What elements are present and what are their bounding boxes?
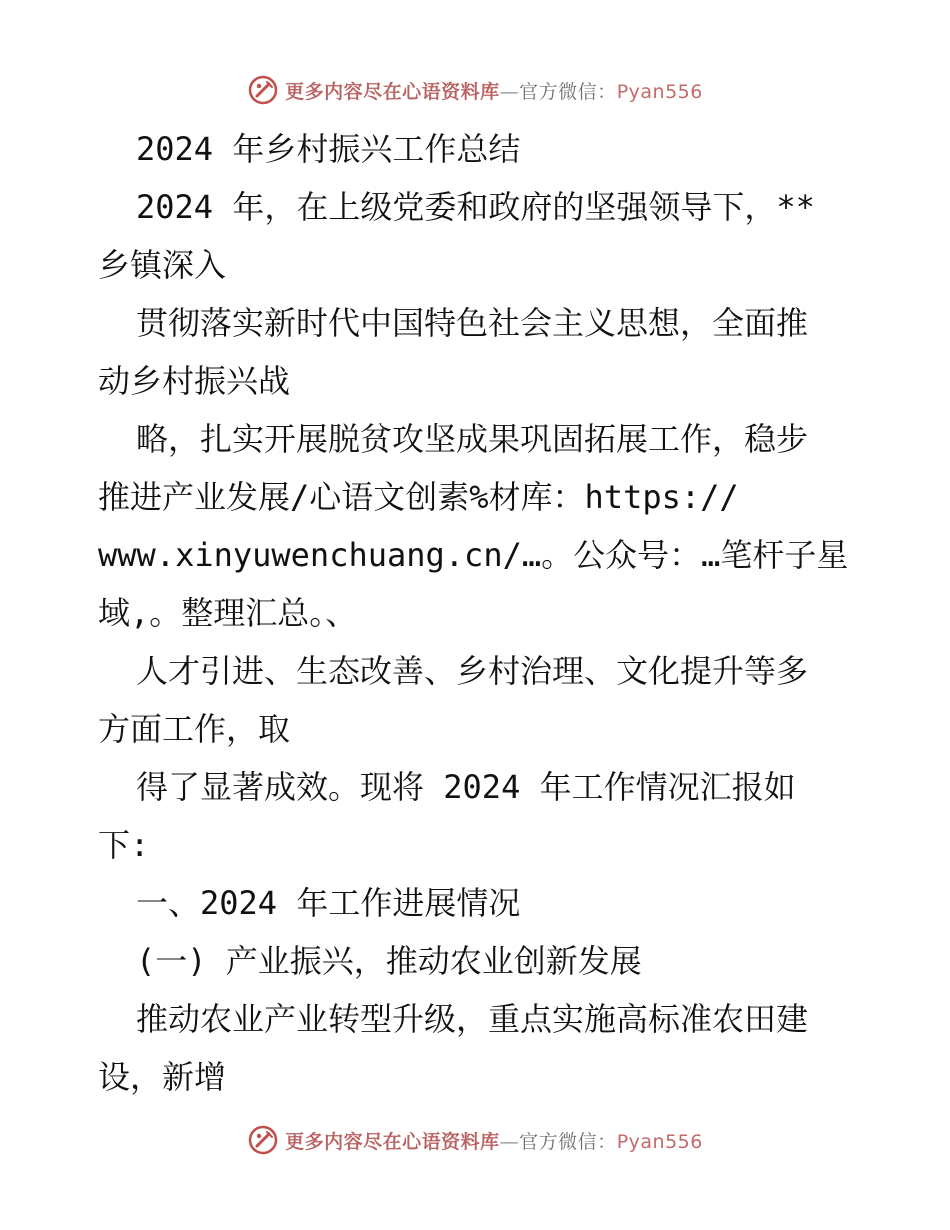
paragraph-line: 方面工作，取 (98, 710, 291, 748)
watermark-brand: 更多内容尽在心语资料库 (285, 80, 500, 103)
paragraph-line: 推动农业产业转型升级，重点实施高标准农田建 (136, 1000, 809, 1038)
paragraph-line: 2024 年，在上级党委和政府的坚强领导下，** (136, 188, 815, 226)
paragraph-line: 推进产业发展/心语文创素%材库：https:// (98, 478, 739, 516)
seal-logo-icon (247, 1124, 279, 1156)
watermark-wechat-id: Pyan556 (616, 80, 703, 103)
document-body (98, 120, 858, 1106)
watermark-label: 官方微信： (519, 80, 617, 103)
footer-watermark (0, 1120, 950, 1160)
watermark-separator: — (499, 1130, 520, 1153)
watermark-wechat-id: Pyan556 (616, 1130, 703, 1153)
paragraph-line: 得了显著成效。现将 2024 年工作情况汇报如 (136, 768, 796, 806)
paragraph-line: 人才引进、生态改善、乡村治理、文化提升等多 (136, 652, 809, 690)
paragraph-line: 设，新增 (98, 1058, 227, 1096)
paragraph-line: 乡镇深入 (98, 246, 227, 284)
paragraph-line: 动乡村振兴战 (98, 362, 291, 400)
watermark-brand: 更多内容尽在心语资料库 (285, 1130, 500, 1153)
subsection-heading: (一) 产业振兴，推动农业创新发展 (136, 942, 642, 980)
document-title: 2024 年乡村振兴工作总结 (136, 130, 521, 168)
watermark-separator: — (499, 80, 520, 103)
section-heading: 一、2024 年工作进展情况 (136, 884, 521, 922)
paragraph-line: 域,。整理汇总。、 (98, 594, 358, 632)
paragraph-line: www.xinyuwenchuang.cn/…。公众号：…笔杆子星 (98, 536, 849, 574)
seal-logo-icon (247, 74, 279, 106)
paragraph-line: 下: (98, 826, 150, 864)
paragraph-line: 贯彻落实新时代中国特色社会主义思想，全面推 (136, 304, 809, 342)
header-watermark (0, 70, 950, 110)
paragraph-line: 略，扎实开展脱贫攻坚成果巩固拓展工作，稳步 (136, 420, 809, 458)
watermark-label: 官方微信： (519, 1130, 617, 1153)
